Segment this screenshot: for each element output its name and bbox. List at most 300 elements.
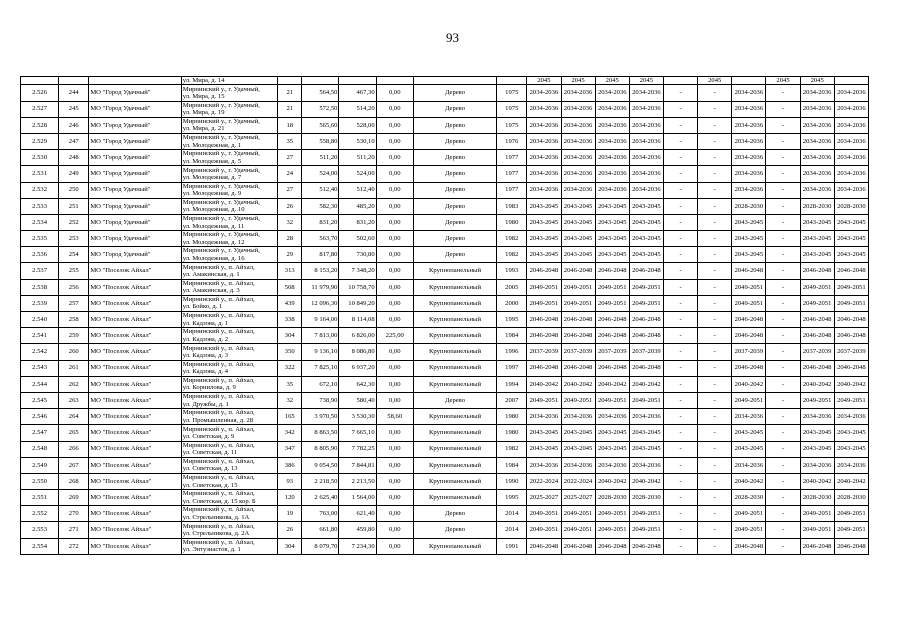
repair-period: 2034-2036 <box>561 166 595 182</box>
object-id: 250 <box>59 182 89 198</box>
repair-period: 2043-2045 <box>595 247 629 263</box>
repair-period: 2049-2051 <box>732 295 766 311</box>
row-number: 2.528 <box>21 117 59 133</box>
repair-period: 2034-2036 <box>561 150 595 166</box>
nonresidential-area: 0,00 <box>376 198 413 214</box>
object-id: 251 <box>59 198 89 214</box>
row-number: 2.542 <box>21 344 59 360</box>
municipality-cell: МО "Поселок Айхал" <box>89 392 181 408</box>
row-number: 2.551 <box>21 490 59 506</box>
repair-period: 2049-2051 <box>561 279 595 295</box>
repair-period: 2049-2051 <box>732 279 766 295</box>
living-area: 621,40 <box>339 506 376 522</box>
living-area: 7 782,25 <box>339 441 376 457</box>
total-area: 563,70 <box>302 231 339 247</box>
table-cell-empty <box>302 77 339 85</box>
repair-period: - <box>663 506 697 522</box>
nonresidential-area: 0,00 <box>376 85 413 101</box>
table-row <box>21 360 869 376</box>
repair-period: 2034-2036 <box>527 409 561 425</box>
period-cell: 2045 <box>800 77 834 85</box>
repair-period: 2034-2036 <box>629 150 663 166</box>
repair-period: 2043-2045 <box>834 231 868 247</box>
nonresidential-area: 0,00 <box>376 522 413 538</box>
total-area: 511,20 <box>302 150 339 166</box>
address-cell <box>181 133 277 149</box>
object-id: 259 <box>59 328 89 344</box>
residents-count: 313 <box>278 263 302 279</box>
repair-period: - <box>698 295 732 311</box>
repair-period: - <box>766 182 800 198</box>
repair-period: 2037-2039 <box>595 344 629 360</box>
row-number: 2.553 <box>21 522 59 538</box>
address-cell <box>181 247 277 263</box>
nonresidential-area: 0,00 <box>376 392 413 408</box>
residents-count: 32 <box>278 392 302 408</box>
repair-period: - <box>663 457 697 473</box>
repair-period: - <box>663 231 697 247</box>
build-year: 1984 <box>497 457 527 473</box>
object-id: 262 <box>59 376 89 392</box>
repair-period: - <box>698 522 732 538</box>
nonresidential-area: 0,00 <box>376 133 413 149</box>
nonresidential-area: 0,00 <box>376 117 413 133</box>
repair-period: 2046-2048 <box>800 328 834 344</box>
row-number: 2.536 <box>21 247 59 263</box>
address-line-1: Мирнинский у., г. Удачный, <box>182 85 260 93</box>
repair-period: - <box>663 263 697 279</box>
address-line-2: ул. Кадзова, д. 4 <box>182 368 229 376</box>
object-id: 267 <box>59 457 89 473</box>
table-cell-empty <box>89 77 181 85</box>
table-row <box>21 473 869 489</box>
repair-period: 2034-2036 <box>834 166 868 182</box>
repair-period: - <box>663 376 697 392</box>
build-year: 1976 <box>497 133 527 149</box>
table-row <box>21 376 869 392</box>
repair-period: 2046-2048 <box>561 312 595 328</box>
build-year: 2005 <box>497 279 527 295</box>
repair-period: 2040-2042 <box>561 376 595 392</box>
address-line-1: Мирнинский у., п. Айхал, <box>182 522 255 530</box>
repair-period: 2046-2048 <box>561 263 595 279</box>
object-id: 270 <box>59 506 89 522</box>
repair-period: - <box>698 182 732 198</box>
table-cell-empty <box>834 77 868 85</box>
repair-period: 2043-2045 <box>732 425 766 441</box>
repair-period: 2049-2051 <box>595 279 629 295</box>
repair-period: - <box>698 85 732 101</box>
table-row <box>21 425 869 441</box>
repair-period: 2046-2048 <box>561 328 595 344</box>
address-cell <box>181 198 277 214</box>
living-area: 2 213,50 <box>339 473 376 489</box>
wall-material: Дерево <box>413 117 496 133</box>
repair-period: 2049-2051 <box>595 295 629 311</box>
repair-period: - <box>663 312 697 328</box>
object-id: 256 <box>59 279 89 295</box>
living-area: 1 564,00 <box>339 490 376 506</box>
repair-period: - <box>766 198 800 214</box>
repair-period: 2025-2027 <box>561 490 595 506</box>
period-cell: 2045 <box>561 77 595 85</box>
table-row <box>21 198 869 214</box>
repair-period: 2046-2048 <box>527 312 561 328</box>
table-cell-empty <box>278 77 302 85</box>
municipality-cell: МО "Город Удачный" <box>89 247 181 263</box>
repair-period: 2046-2048 <box>595 360 629 376</box>
address-line-2: ул. Молодежная, д. 12 <box>182 238 245 246</box>
address-cell <box>181 182 277 198</box>
nonresidential-area: 0,00 <box>376 279 413 295</box>
repair-period: 2028-2030 <box>800 490 834 506</box>
repair-period: - <box>663 150 697 166</box>
living-area: 7 348,20 <box>339 263 376 279</box>
total-area: 2 218,50 <box>302 473 339 489</box>
table-row <box>21 279 869 295</box>
repair-period: - <box>663 522 697 538</box>
address-cell <box>181 392 277 408</box>
repair-period: 2043-2045 <box>834 441 868 457</box>
living-area: 8 114,08 <box>339 312 376 328</box>
row-number: 2.529 <box>21 133 59 149</box>
repair-period: - <box>766 376 800 392</box>
repair-period: 2043-2045 <box>527 214 561 230</box>
repair-period: 2043-2045 <box>800 425 834 441</box>
repair-period: - <box>663 279 697 295</box>
repair-period: - <box>698 538 732 554</box>
wall-material: Крупнопанельный <box>413 490 496 506</box>
address-line-1: Мирнинский у., п. Айхал, <box>182 474 255 482</box>
build-year: 1975 <box>497 85 527 101</box>
living-area: 485,20 <box>339 198 376 214</box>
repair-period: 2046-2048 <box>732 360 766 376</box>
row-number: 2.533 <box>21 198 59 214</box>
address-cell <box>181 506 277 522</box>
nonresidential-area: 0,00 <box>376 538 413 554</box>
repair-period: 2049-2051 <box>800 295 834 311</box>
municipality-cell: МО "Поселок Айхал" <box>89 425 181 441</box>
object-id: 248 <box>59 150 89 166</box>
address-line-2: ул. Энтузиастов, д. 1 <box>182 546 241 554</box>
repair-period: 2034-2036 <box>800 409 834 425</box>
object-id: 247 <box>59 133 89 149</box>
repair-period: 2034-2036 <box>834 182 868 198</box>
repair-period: - <box>698 506 732 522</box>
repair-period: - <box>698 360 732 376</box>
repair-period: 2049-2051 <box>800 522 834 538</box>
repair-period: 2034-2036 <box>800 101 834 117</box>
repair-period: 2043-2045 <box>629 441 663 457</box>
table-row <box>21 295 869 311</box>
repair-period: 2049-2051 <box>595 392 629 408</box>
repair-period: - <box>766 457 800 473</box>
address-cell <box>181 360 277 376</box>
address-cell <box>181 425 277 441</box>
repair-period: 2046-2048 <box>800 360 834 376</box>
repair-period: 2040-2042 <box>629 473 663 489</box>
repair-period: 2049-2051 <box>629 506 663 522</box>
address-line-2: ул. Советская, д. 9 <box>182 432 235 440</box>
repair-period: 2034-2036 <box>595 133 629 149</box>
repair-period: - <box>766 360 800 376</box>
build-year: 1980 <box>497 409 527 425</box>
address-cell <box>181 263 277 279</box>
municipality-cell: МО "Город Удачный" <box>89 182 181 198</box>
repair-period: 2043-2045 <box>595 214 629 230</box>
period-cell: 2045 <box>527 77 561 85</box>
address-cell <box>181 409 277 425</box>
municipality-cell: МО "Поселок Айхал" <box>89 506 181 522</box>
repair-period: 2034-2036 <box>595 117 629 133</box>
repair-period: - <box>698 392 732 408</box>
repair-period: - <box>663 425 697 441</box>
table-row <box>21 522 869 538</box>
repair-period: 2043-2045 <box>527 198 561 214</box>
address-line-1: Мирнинский у., п. Айхал, <box>182 490 255 498</box>
nonresidential-area: 0,00 <box>376 166 413 182</box>
nonresidential-area: 0,00 <box>376 376 413 392</box>
total-area: 8 153,20 <box>302 263 339 279</box>
municipality-cell: МО "Поселок Айхал" <box>89 344 181 360</box>
repair-period: 2043-2045 <box>629 425 663 441</box>
table-row <box>21 231 869 247</box>
residents-count: 342 <box>278 425 302 441</box>
table-row <box>21 392 869 408</box>
repair-period: 2043-2045 <box>561 247 595 263</box>
address-line-2: ул. Стрельникова, д. 1А <box>182 513 250 521</box>
address-line-1: Мирнинский у., п. Айхал, <box>182 393 255 401</box>
wall-material: Дерево <box>413 101 496 117</box>
repair-period: - <box>698 312 732 328</box>
address-cell <box>181 522 277 538</box>
wall-material: Дерево <box>413 182 496 198</box>
object-id: 254 <box>59 247 89 263</box>
living-area: 528,00 <box>339 117 376 133</box>
repair-period: 2049-2051 <box>527 392 561 408</box>
wall-material: Крупнопанельный <box>413 538 496 554</box>
living-area: 3 530,30 <box>339 409 376 425</box>
repair-period: 2034-2036 <box>800 166 834 182</box>
living-area: 512,40 <box>339 182 376 198</box>
wall-material: Дерево <box>413 392 496 408</box>
object-id: 271 <box>59 522 89 538</box>
nonresidential-area: 0,00 <box>376 441 413 457</box>
repair-period: 2049-2051 <box>561 506 595 522</box>
repair-period: - <box>663 117 697 133</box>
repair-period: 2046-2048 <box>732 312 766 328</box>
object-id: 266 <box>59 441 89 457</box>
repair-period: 2046-2048 <box>527 360 561 376</box>
row-number: 2.540 <box>21 312 59 328</box>
residents-count: 120 <box>278 490 302 506</box>
repair-period: 2040-2042 <box>834 376 868 392</box>
repair-period: 2043-2045 <box>732 441 766 457</box>
repair-period: 2046-2048 <box>629 538 663 554</box>
table-row <box>21 101 869 117</box>
address-line-2: ул. Промышленная, д. 28 <box>182 416 254 424</box>
row-number: 2.543 <box>21 360 59 376</box>
repair-period: 2040-2042 <box>800 376 834 392</box>
address-line-2: ул. Советская, д. 15 <box>182 481 238 489</box>
repair-period: - <box>663 214 697 230</box>
residents-count: 27 <box>278 182 302 198</box>
period-cell <box>732 77 766 85</box>
repair-period: - <box>766 117 800 133</box>
repair-period: 2046-2048 <box>629 360 663 376</box>
build-year: 1980 <box>497 425 527 441</box>
wall-material: Крупнопанельный <box>413 328 496 344</box>
repair-period: 2034-2036 <box>629 166 663 182</box>
address-line-1: Мирнинский у., п. Айхал, <box>182 457 255 465</box>
living-area: 831,20 <box>339 214 376 230</box>
repair-period: 2049-2051 <box>834 295 868 311</box>
wall-material: Крупнопанельный <box>413 360 496 376</box>
repair-period: - <box>698 473 732 489</box>
repair-period: 2034-2036 <box>732 457 766 473</box>
row-number: 2.547 <box>21 425 59 441</box>
table-row <box>21 247 869 263</box>
repair-period: 2037-2039 <box>561 344 595 360</box>
row-number: 2.537 <box>21 263 59 279</box>
residents-count: 508 <box>278 279 302 295</box>
build-year: 1977 <box>497 150 527 166</box>
repair-period: 2046-2048 <box>595 328 629 344</box>
wall-material: Крупнопанельный <box>413 409 496 425</box>
repair-period: - <box>766 441 800 457</box>
total-area: 565,60 <box>302 117 339 133</box>
build-year: 1997 <box>497 360 527 376</box>
repair-period: 2046-2048 <box>834 538 868 554</box>
living-area: 7 665,10 <box>339 425 376 441</box>
table-cell-empty <box>413 77 496 85</box>
total-area: 8 079,70 <box>302 538 339 554</box>
repair-period: 2043-2045 <box>629 214 663 230</box>
repair-period: 2043-2045 <box>595 441 629 457</box>
nonresidential-area: 0,00 <box>376 231 413 247</box>
repair-period: 2034-2036 <box>527 182 561 198</box>
repair-period: 2049-2051 <box>834 506 868 522</box>
repair-period: 2034-2036 <box>595 166 629 182</box>
wall-material: Дерево <box>413 231 496 247</box>
repair-period: 2046-2048 <box>629 312 663 328</box>
repair-period: 2034-2036 <box>595 150 629 166</box>
repair-period: - <box>766 166 800 182</box>
living-area: 524,00 <box>339 166 376 182</box>
row-number: 2.554 <box>21 538 59 554</box>
municipality-cell: МО "Поселок Айхал" <box>89 279 181 295</box>
address-line-2: ул. Дружбы, д. 1 <box>182 400 229 408</box>
address-line-1: Мирнинский у., п. Айхал, <box>182 360 255 368</box>
municipality-cell: МО "Поселок Айхал" <box>89 312 181 328</box>
object-id: 257 <box>59 295 89 311</box>
wall-material: Дерево <box>413 150 496 166</box>
table-cell-empty <box>497 77 527 85</box>
repair-period: 2046-2048 <box>834 312 868 328</box>
address-cell <box>181 490 277 506</box>
repair-period: - <box>766 473 800 489</box>
address-cell <box>181 279 277 295</box>
repair-period: 2046-2048 <box>834 263 868 279</box>
residents-count: 21 <box>278 101 302 117</box>
build-year: 1990 <box>497 473 527 489</box>
address-line-1: Мирнинский у., п. Айхал, <box>182 425 255 433</box>
repair-period: 2034-2036 <box>561 182 595 198</box>
repair-period: 2034-2036 <box>595 182 629 198</box>
repair-period: - <box>766 522 800 538</box>
repair-period: - <box>663 409 697 425</box>
total-area: 558,80 <box>302 133 339 149</box>
repair-period: 2046-2048 <box>732 328 766 344</box>
table-row <box>21 344 869 360</box>
wall-material: Дерево <box>413 198 496 214</box>
address-line-2: ул. Мира, д. 15 <box>182 93 225 100</box>
residents-count: 26 <box>278 522 302 538</box>
object-id: 244 <box>59 85 89 101</box>
object-id: 252 <box>59 214 89 230</box>
total-area: 661,80 <box>302 522 339 538</box>
repair-period: 2043-2045 <box>527 425 561 441</box>
repair-period: - <box>663 344 697 360</box>
repair-period: 2034-2036 <box>732 101 766 117</box>
repair-period: 2034-2036 <box>629 182 663 198</box>
repair-period: - <box>663 441 697 457</box>
repair-period: - <box>698 344 732 360</box>
repair-period: 2022-2024 <box>527 473 561 489</box>
build-year: 1994 <box>497 376 527 392</box>
repair-period: 2043-2045 <box>561 231 595 247</box>
repair-period: 2043-2045 <box>527 247 561 263</box>
repair-period: 2049-2051 <box>527 522 561 538</box>
address-line-1: Мирнинский у., г. Удачный, <box>182 198 260 206</box>
address-cell <box>181 117 277 133</box>
total-area: 564,50 <box>302 85 339 101</box>
address-cell <box>181 101 277 117</box>
address-line-1: Мирнинский у., п. Айхал, <box>182 506 255 514</box>
total-area: 831,20 <box>302 214 339 230</box>
row-number: 2.541 <box>21 328 59 344</box>
repair-period: - <box>766 538 800 554</box>
repair-period: 2046-2048 <box>834 328 868 344</box>
build-year: 1980 <box>497 214 527 230</box>
municipality-cell: МО "Поселок Айхал" <box>89 473 181 489</box>
row-number: 2.534 <box>21 214 59 230</box>
repair-period: 2034-2036 <box>834 133 868 149</box>
address-line-1: Мирнинский у., г. Удачный, <box>182 182 260 190</box>
repair-period: 2034-2036 <box>834 85 868 101</box>
address-line-2: ул. Бойко, д. 1 <box>182 303 223 311</box>
repair-period: - <box>766 506 800 522</box>
repair-period: 2034-2036 <box>527 457 561 473</box>
repair-period: - <box>698 247 732 263</box>
repair-period: 2049-2051 <box>561 392 595 408</box>
repair-period: - <box>766 409 800 425</box>
repair-period: - <box>663 101 697 117</box>
wall-material: Крупнопанельный <box>413 441 496 457</box>
table-row <box>21 506 869 522</box>
repair-period: 2034-2036 <box>527 117 561 133</box>
repair-period: 2037-2039 <box>800 344 834 360</box>
object-id: 249 <box>59 166 89 182</box>
residents-count: 18 <box>278 117 302 133</box>
wall-material: Крупнопанельный <box>413 376 496 392</box>
total-area: 672,10 <box>302 376 339 392</box>
address-line-1: Мирнинский у., п. Айхал, <box>182 344 255 352</box>
nonresidential-area: 58,60 <box>376 409 413 425</box>
living-area: 7 234,30 <box>339 538 376 554</box>
repair-period: 2034-2036 <box>561 101 595 117</box>
total-area: 9 054,50 <box>302 457 339 473</box>
